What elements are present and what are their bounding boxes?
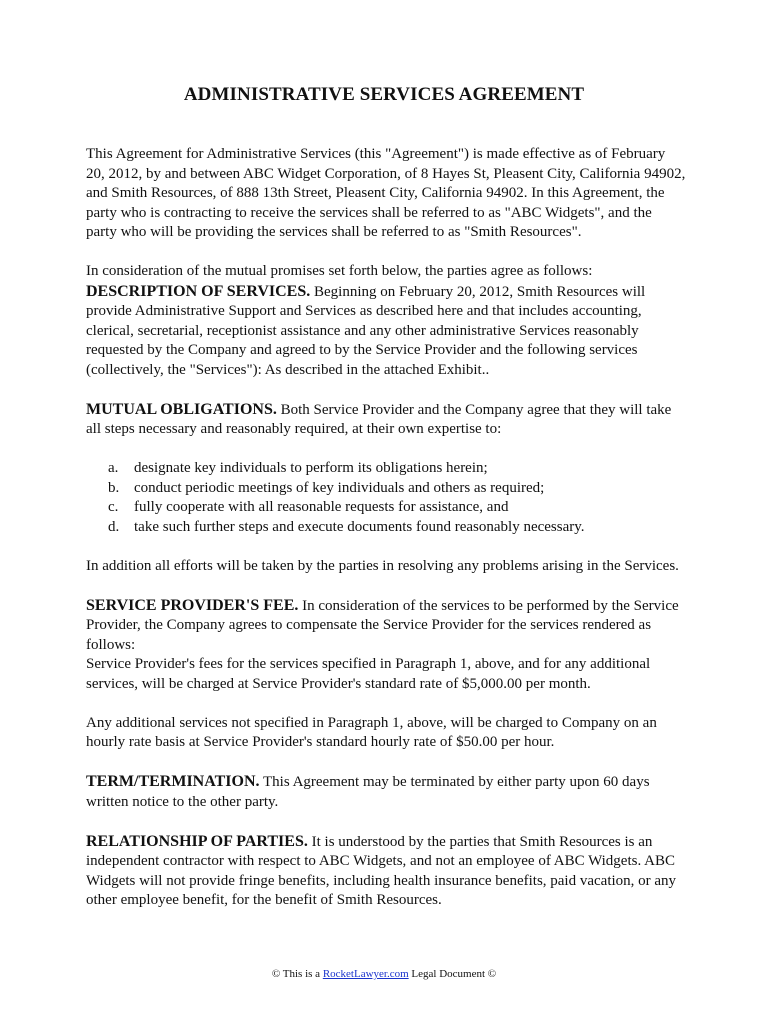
term-heading: TERM/TERMINATION. <box>86 773 260 790</box>
list-item <box>108 518 686 538</box>
fee-heading: SERVICE PROVIDER'S FEE. <box>86 596 299 614</box>
description-heading: DESCRIPTION OF SERVICES. <box>86 282 311 300</box>
mutual-text: Both Service Provider and the Company agree that they will take all steps necessary and reasonably required, at their own expertise to: <box>86 401 672 437</box>
relationship-section <box>86 832 686 911</box>
list-item-text: designate key individuals to perform its obligations herein; <box>134 460 488 476</box>
fee-hourly-paragraph: Any additional services not specified in Paragraph 1, above, will be charged to Company on an hourly rate basis at Service Provider's standard hourly rate of $50.00 per hour. <box>86 714 657 750</box>
fee-rate-paragraph: Service Provider's fees for the services specified in Paragraph 1, above, and for any additional services, will be charged at Service Provider's standard rate of $5,000.00 per month. <box>86 656 651 692</box>
fee-text: In consideration of the services to be performed by the Service Provider, the Company agrees to compensate the Service Provider for the services rendered as follows: <box>86 597 679 653</box>
list-marker: a. <box>108 460 119 476</box>
list-marker: b. <box>108 479 120 496</box>
list-marker: d. <box>108 518 120 535</box>
obligations-list <box>86 459 686 537</box>
rocketlawyer-link[interactable]: RocketLawyer.com <box>322 968 409 980</box>
description-text: Beginning on February 20, 2012, Smith Resources will provide Administrative Support and Services as described here and that includes accounting, clerical, secretarial, receptionist assistance and any other administrative Services reasonably requested by the Company and agreed to by the Service Provider and the following services (collectively, the "Services"): As described in the attached Exhibit.. <box>86 283 646 378</box>
fee-section <box>86 596 686 656</box>
list-item <box>108 498 686 518</box>
list-marker: c. <box>108 499 119 515</box>
list-item-text: fully cooperate with all reasonable requests for assistance, and <box>134 499 509 515</box>
list-item-text: conduct periodic meetings of key individuals and others as required; <box>134 479 545 496</box>
mutual-heading: MUTUAL OBLIGATIONS. <box>86 400 277 418</box>
list-item <box>108 459 686 479</box>
intro-paragraph: This Agreement for Administrative Services (this "Agreement") is made effective as of February 20, 2012, by and between ABC Widget Corporation, of 8 Hayes St, Pleasent City, California 94902, and Smith Resources, of 888 13th Street, Pleasent City, California 94902. In this Agreement, the party who is contracting to receive the services shall be referred to as "ABC Widgets", and the party who will be providing the services shall be referred to as "Smith Resources". <box>86 146 686 240</box>
footer-suffix: Legal Document © <box>408 968 497 980</box>
consideration-paragraph: In consideration of the mutual promises set forth below, the parties agree as follows: <box>86 263 593 279</box>
term-section <box>86 772 686 812</box>
description-section <box>86 282 686 381</box>
term-text: This Agreement may be terminated by either party upon 60 days written notice to the other party. <box>86 774 650 810</box>
document-footer <box>0 968 768 980</box>
list-item <box>108 479 686 499</box>
relationship-heading: RELATIONSHIP OF PARTIES. <box>86 832 308 850</box>
mutual-after-paragraph: In addition all efforts will be taken by the parties in resolving any problems arising in the Services. <box>86 557 679 574</box>
document-title: ADMINISTRATIVE SERVICES AGREEMENT <box>183 84 585 105</box>
relationship-text: It is understood by the parties that Smith Resources is an independent contractor with respect to ABC Widgets, and not an employee of ABC Widgets. ABC Widgets will not provide fringe benefits, including health insurance benefits, paid vacation, or any other employee benefit, for the benefit of Smith Resources. <box>86 833 677 908</box>
footer-prefix: © This is a <box>271 968 323 980</box>
list-item-text: take such further steps and execute documents found reasonably necessary. <box>134 518 585 535</box>
mutual-section <box>86 400 686 440</box>
document-body <box>86 145 686 911</box>
